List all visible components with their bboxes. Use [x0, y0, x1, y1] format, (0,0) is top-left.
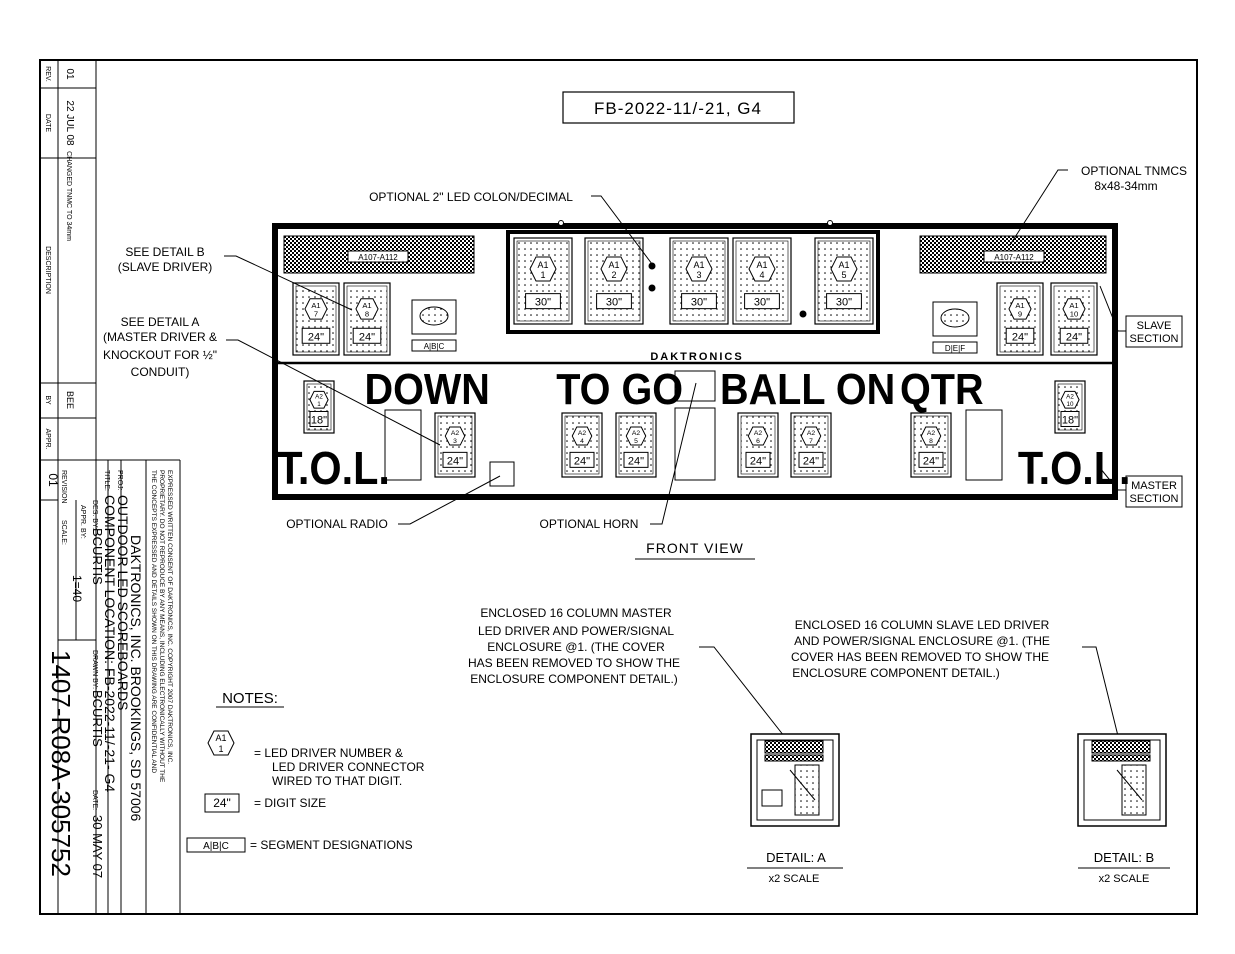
digit-24-upper-right: [1051, 283, 1097, 355]
master-note-line-4: HAS BEEN REMOVED TO SHOW THE: [467, 656, 681, 670]
digit-size: 24": [307, 331, 325, 344]
segments-abc-board: A|B|C: [423, 342, 445, 351]
digit-size: 24": [802, 455, 820, 468]
master-section-line-2: SECTION: [1129, 493, 1179, 505]
module-range-right: A107-A112: [994, 253, 1034, 262]
see-detail-b-line-1: SEE DETAIL B: [125, 245, 205, 259]
detail-a-enclosure: [751, 734, 839, 826]
master-note-line-5: ENCLOSURE COMPONENT DETAIL.): [470, 672, 678, 686]
date-value-title: 30 MAY 07: [90, 815, 105, 879]
optional-tnmcs-line-2: 8x48-34mm: [1094, 179, 1158, 193]
note1-line-1: = LED DRIVER NUMBER &: [254, 746, 404, 760]
optional-horn-callout: OPTIONAL HORN: [539, 517, 639, 531]
date-value: 22 JUL 08: [64, 100, 75, 146]
detail-b-enclosure: [1078, 734, 1166, 826]
digit-size: 30": [605, 296, 623, 309]
driver-number: 6: [756, 437, 760, 445]
driver-number: 3: [453, 437, 457, 445]
see-detail-a-line-1: SEE DETAIL A: [120, 315, 200, 329]
board-word-qtr: QTR: [900, 364, 984, 414]
driver-label: A1: [537, 259, 549, 270]
digit-30-top: [733, 238, 791, 324]
confidential-line-2: PROPRIETARY. DO NOT REPRODUCE BY ANY MEANS, INCLUDING ELECTRONICALLY WITHOUT THE: [158, 470, 165, 783]
brand-label: DAKTRONICS: [650, 351, 744, 363]
revision-block: [40, 60, 96, 460]
driver-number: 7: [313, 309, 319, 319]
digit-24-upper-right: [997, 283, 1043, 355]
driver-number: 1: [317, 401, 321, 409]
driver-label: A1: [693, 259, 705, 270]
slave-note-line-3: COVER HAS BEEN REMOVED TO SHOW THE: [790, 650, 1050, 664]
driver-label: A2: [806, 430, 816, 438]
driver-number: 3: [696, 269, 702, 280]
driver-number: 8: [364, 309, 370, 319]
digit-24-lower: [791, 413, 831, 477]
digit-size: 30": [835, 296, 853, 309]
appr-header: APPR.: [44, 428, 51, 450]
board-word-ball-on: BALL ON: [720, 364, 896, 414]
digit-size: 24": [627, 455, 645, 468]
revision-label: REVISION: [60, 470, 67, 504]
notes-title: NOTES:: [222, 690, 278, 707]
title-label: TITLE:: [103, 470, 110, 492]
digit-size: 30": [534, 296, 552, 309]
see-detail-b-line-2: (SLAVE DRIVER): [117, 260, 213, 274]
driver-label: A2: [631, 430, 641, 438]
date-header: DATE: [44, 113, 51, 133]
master-note-line-2: LED DRIVER AND POWER/SIGNAL: [477, 624, 675, 638]
title-block: [40, 460, 180, 914]
note2: = DIGIT SIZE: [254, 796, 327, 810]
board-word-tol-left: T.O.L.: [277, 443, 390, 495]
digit-size: 24": [573, 455, 591, 468]
see-detail-a-line-2: (MASTER DRIVER &: [102, 330, 218, 344]
revision-number: 01: [46, 473, 60, 487]
driver-number: 2: [611, 269, 617, 280]
digit-24-lower: [911, 413, 951, 477]
digit-size: 18": [310, 414, 328, 427]
proj-value: OUTDOOR LED SCOREBOARDS: [115, 495, 131, 711]
optional-tnmcs-line-1: OPTIONAL TNMCS: [1080, 164, 1188, 178]
by-header: BY: [44, 395, 51, 405]
master-section-line-1: MASTER: [1131, 480, 1177, 492]
slave-note-line-2: AND POWER/SIGNAL ENCLOSURE @1. (THE: [794, 634, 1050, 648]
digit-size: 30": [690, 296, 708, 309]
digit-30-top: [585, 238, 643, 324]
driver-label: A1: [311, 300, 321, 310]
description-value: CHANGED TNMC TO 34mm: [65, 151, 72, 241]
board-word-to-go: TO GO: [556, 364, 684, 414]
digit-24-lower: [616, 413, 656, 477]
driver-label: A2: [753, 430, 763, 438]
master-note-line-3: ENCLOSURE @1. (THE COVER: [487, 640, 665, 654]
digit-24-upper-left: [293, 283, 339, 355]
legend-segments: A|B|C: [203, 841, 229, 852]
driver-number: 1: [540, 269, 546, 280]
drawn-by-value: BCURTIS: [90, 690, 105, 747]
digit-size: 24": [446, 455, 464, 468]
detail-a-label: DETAIL: A: [766, 850, 826, 865]
driver-number: 4: [580, 437, 584, 445]
digit-size: 24": [358, 331, 376, 344]
digit-18-lower: [304, 381, 334, 433]
see-detail-a-line-4: CONDUIT): [130, 365, 190, 379]
scale-label: SCALE:: [60, 520, 67, 545]
board-word-tol-right: T.O.L.: [1017, 443, 1131, 495]
driver-label: A2: [450, 430, 460, 438]
company-name: DAKTRONICS, INC. BROOKINGS, SD 57006: [128, 535, 144, 822]
date-label: DATE:: [91, 790, 98, 811]
des-by-label: DES. BY:: [91, 500, 98, 530]
digit-18-lower: [1055, 381, 1085, 433]
master-note-line-1: ENCLOSED 16 COLUMN MASTER: [480, 606, 672, 620]
rev-value: 01: [64, 68, 75, 80]
driver-label: A2: [926, 430, 936, 438]
confidential-line-1: THE CONCEPTS EXPRESSED AND DETAILS SHOWN ON THIS DRAWING ARE CONFIDENTIAL AND: [150, 470, 157, 774]
digit-size: 30": [753, 296, 771, 309]
digit-24-lower: [738, 413, 778, 477]
note1-line-3: WIRED TO THAT DIGIT.: [272, 774, 403, 788]
by-value: BEE: [65, 390, 75, 410]
see-detail-a-line-3: KNOCKOUT FOR ½": [102, 348, 218, 362]
title-value: COMPONENT LOCATION: FB-2022-11/-21- G4: [102, 495, 118, 793]
digit-24-lower: [435, 413, 475, 477]
scoreboard: [275, 221, 1131, 498]
digit-size: 24": [1011, 331, 1029, 344]
digit-24-lower: [562, 413, 602, 477]
appr-by-label: APPR. BY:: [79, 505, 86, 539]
confidential-line-3: EXPRESSED WRITTEN CONSENT OF DAKTRONICS, INC. COPYRIGHT 2007 DAKTRONICS, INC.: [166, 470, 173, 765]
note3: = SEGMENT DESIGNATIONS: [250, 838, 413, 852]
segments-def-board: D|E|F: [944, 344, 966, 353]
legend-driver: A1: [215, 733, 227, 743]
driver-label: A1: [1015, 300, 1025, 310]
digit-30-top: [670, 238, 728, 324]
front-view-label: FRONT VIEW: [646, 540, 744, 556]
slave-note-line-1: ENCLOSED 16 COLUMN SLAVE LED DRIVER: [794, 618, 1050, 632]
detail-b-scale: x2 SCALE: [1098, 873, 1150, 885]
driver-label: A1: [756, 259, 768, 270]
driver-label: A1: [1069, 300, 1079, 310]
driver-number: 7: [809, 437, 813, 445]
digit-30-top: [514, 238, 572, 324]
driver-number: 5: [634, 437, 638, 445]
legend-driver-num: 1: [218, 744, 224, 754]
driver-label: A2: [577, 430, 587, 438]
digit-size: 18": [1061, 414, 1079, 427]
drawing-number: 1407-R08A-305752: [46, 650, 76, 877]
board-word-down: DOWN: [364, 364, 490, 414]
detail-a-scale: x2 SCALE: [768, 873, 820, 885]
header-label: FB-2022-11/-21, G4: [594, 99, 762, 118]
des-by-value: BCURTIS: [90, 528, 105, 585]
driver-label: A1: [608, 259, 620, 270]
driver-number: 8: [929, 437, 933, 445]
driver-number: 5: [841, 269, 847, 280]
driver-label: A2: [1066, 393, 1074, 401]
driver-label: A2: [315, 393, 323, 401]
driver-number: 10: [1066, 401, 1074, 409]
driver-number: 4: [759, 269, 765, 280]
slave-section-line-1: SLAVE: [1136, 320, 1172, 332]
slave-section-line-2: SECTION: [1129, 333, 1179, 345]
scale-value: 1=40: [70, 575, 84, 603]
module-range-left: A107-A112: [358, 253, 398, 262]
digit-size: 24": [749, 455, 767, 468]
optional-colon-callout: OPTIONAL 2" LED COLON/DECIMAL: [369, 190, 573, 204]
optional-radio-callout: OPTIONAL RADIO: [286, 517, 388, 531]
digit-size: 24": [1065, 331, 1083, 344]
notes-section: [187, 690, 425, 852]
digit-24-upper-left: [344, 283, 390, 355]
driver-number: 9: [1017, 309, 1023, 319]
driver-number: 10: [1069, 309, 1079, 319]
digit-size: 24": [922, 455, 940, 468]
driver-label: A1: [362, 300, 372, 310]
rev-header: REV.: [44, 66, 51, 82]
detail-b-label: DETAIL: B: [1093, 850, 1155, 865]
drawn-by-label: DRAWN BY:: [91, 650, 98, 690]
digit-30-top: [815, 238, 873, 324]
slave-note-line-4: ENCLOSURE COMPONENT DETAIL.): [792, 666, 1000, 680]
description-header: DESCRIPTION: [44, 246, 51, 294]
legend-size: 24": [213, 796, 231, 810]
note1-line-2: LED DRIVER CONNECTOR: [272, 760, 425, 774]
driver-label: A1: [838, 259, 850, 270]
enclosure-notes: [468, 606, 1170, 885]
proj-label: PROJ:: [116, 470, 123, 491]
